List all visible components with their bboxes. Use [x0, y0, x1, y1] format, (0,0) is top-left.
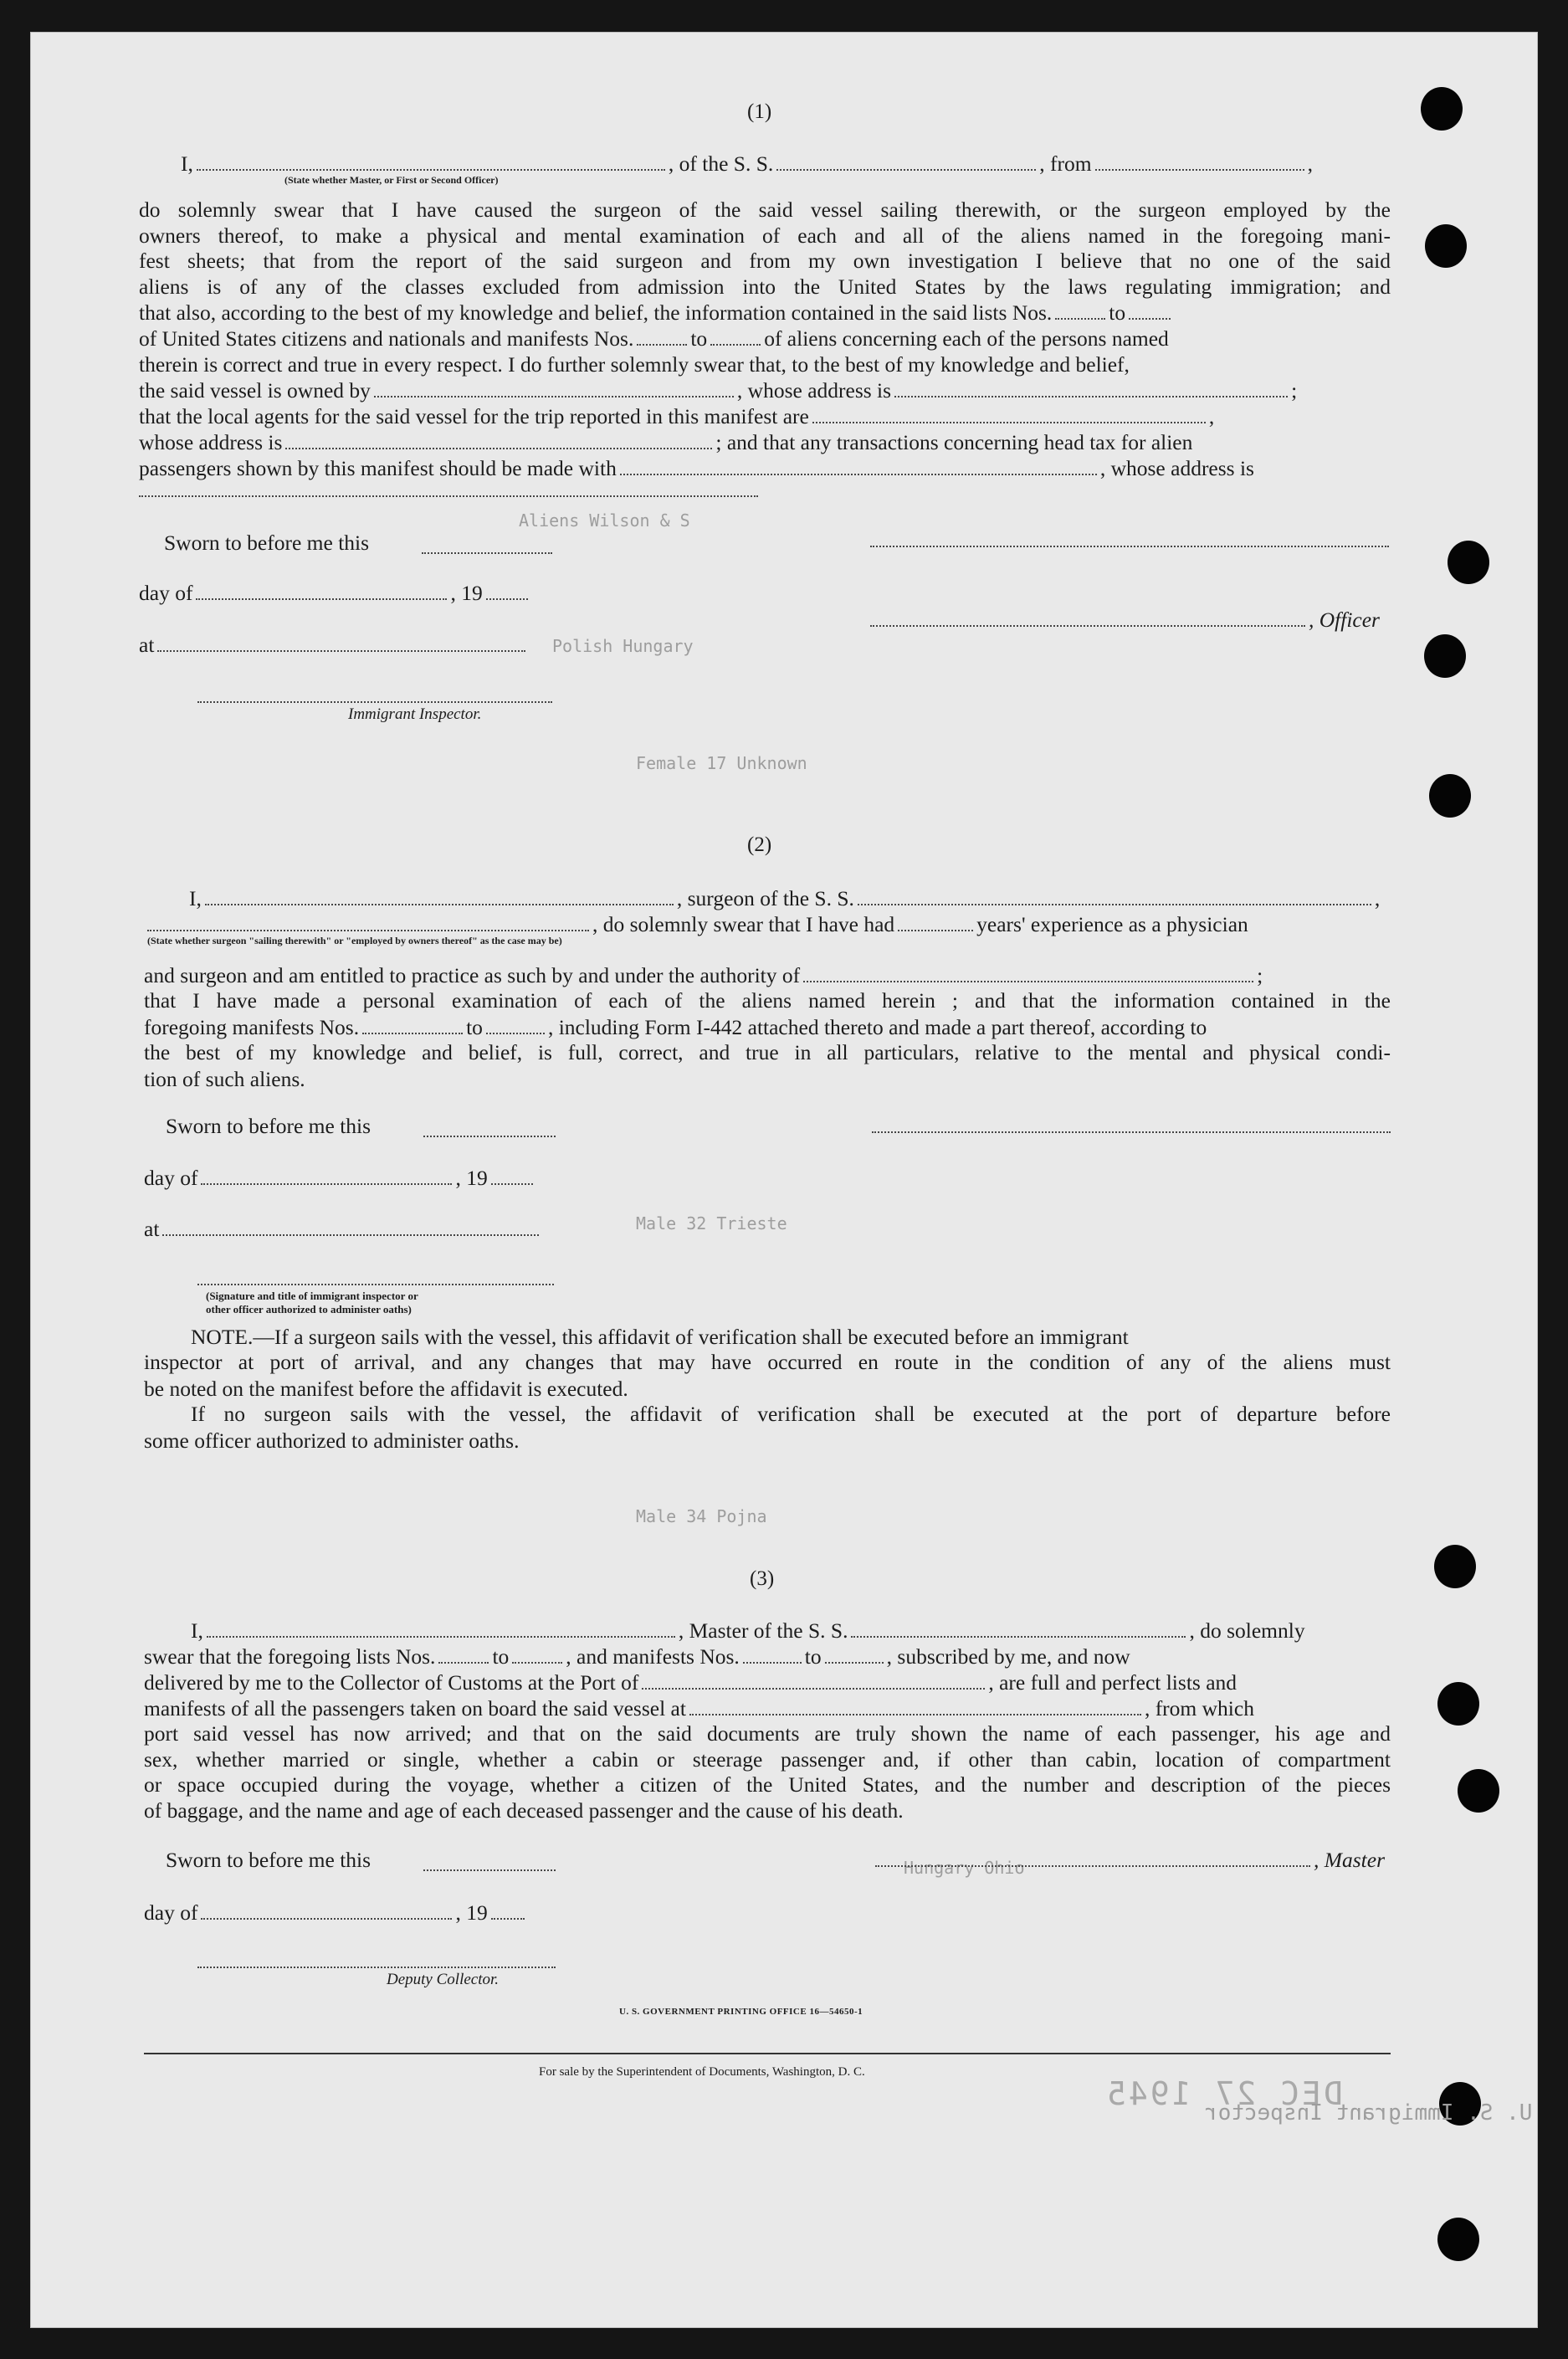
section3-body — [144, 1721, 1391, 1798]
section2-body — [144, 988, 1391, 1014]
text: and surgeon and am entitled to practice as such by and under the authority of — [144, 963, 801, 987]
section1-line-owned — [139, 377, 1297, 403]
punch-hole — [1437, 2218, 1479, 2261]
blank-field[interactable] — [898, 929, 973, 931]
date-stamp-reversed: DEC 27 1945 — [1104, 2075, 1343, 2112]
blank-field[interactable] — [851, 1635, 1186, 1638]
text: , 19 — [455, 1166, 488, 1190]
text: , 19 — [450, 581, 483, 605]
text: , do solemnly swear that I have had — [592, 912, 895, 936]
text: manifests of all the passengers taken on board the said vessel at — [144, 1696, 686, 1721]
section-heading: (1) — [747, 100, 772, 123]
text: passengers shown by this manifest should be made with — [139, 456, 617, 480]
blank-field[interactable] — [285, 447, 712, 449]
blank-field[interactable] — [422, 552, 552, 554]
text: , from — [1039, 151, 1092, 176]
text: ; and that any transactions concerning head tax for alien — [715, 430, 1193, 454]
section3-body-last: of baggage, and the name and age of each deceased passenger and the cause of his death. — [144, 1798, 904, 1823]
text: that also, according to the best of my knowledge and belief, the information contained in the said lists Nos. — [139, 300, 1053, 325]
collector-caption: Deputy Collector. — [387, 1971, 500, 1988]
master-signature-line[interactable] — [875, 1864, 1310, 1867]
blank-field[interactable] — [205, 903, 674, 905]
text: that the local agents for the said vessel for the trip reported in this manifest are — [139, 404, 809, 428]
section3-line3 — [144, 1669, 1237, 1695]
collector-signature-line[interactable] — [197, 1967, 556, 1968]
officer-label: , Officer — [1309, 608, 1380, 632]
bleed-through-text: Male 32 Trieste — [636, 1213, 787, 1233]
punch-hole — [1429, 774, 1471, 818]
sworn-label: Sworn to before me this — [166, 1848, 372, 1872]
body-line: aliens is of any of the classes excluded from admission into the United States by the laws regulating immigration; and — [139, 274, 1391, 299]
blank-field[interactable] — [1129, 317, 1171, 320]
text: , are full and perfect lists and — [988, 1670, 1237, 1695]
day-of-line — [139, 580, 531, 606]
text: , whose address is — [1099, 456, 1254, 480]
sworn-label: Sworn to before me this — [164, 531, 370, 555]
note-body — [191, 1402, 1391, 1428]
blank-field[interactable] — [423, 1869, 556, 1871]
text: of United States citizens and nationals and manifests Nos. — [139, 326, 634, 351]
blank-field[interactable] — [870, 624, 1305, 627]
footer-rule — [144, 2053, 1391, 2054]
blank-field[interactable] — [1055, 317, 1105, 320]
note-line: be noted on the manifest before the affidavit is executed. — [144, 1377, 628, 1401]
blank-field[interactable] — [803, 980, 1253, 982]
body-line: sex, whether married or single, whether a cabin or steerage passenger and, if other than cabin, location of compartment — [144, 1746, 1391, 1772]
section2-body — [144, 1040, 1391, 1066]
text: therein is correct and true in every respect. I do further solemnly swear that, to the best of my knowledge and belief, — [139, 352, 1130, 377]
blank-field[interactable] — [162, 1233, 539, 1236]
blank-field[interactable] — [486, 1032, 545, 1034]
note-line: If no surgeon sails with the vessel, the affidavit of verification shall be executed at the port of departure before — [191, 1402, 1391, 1426]
inspector-signature-line[interactable] — [872, 1131, 1391, 1133]
punch-hole — [1458, 1769, 1499, 1813]
blank-field[interactable] — [1095, 168, 1304, 171]
text: , subscribed by me, and now — [886, 1644, 1130, 1669]
text: , whose address is — [736, 378, 892, 403]
bleed-through-text: Aliens Wilson & S — [519, 510, 690, 531]
section1-line-lists — [139, 300, 1174, 326]
bleed-through-text: Female 17 Unknown — [636, 753, 807, 773]
master-line — [872, 1847, 1385, 1873]
blank-field[interactable] — [858, 903, 1371, 905]
signature-note: (Signature and title of immigrant inspector or — [206, 1290, 418, 1302]
section1-body — [139, 197, 1391, 300]
field-note: (State whether Master, or First or Second Officer) — [284, 174, 499, 186]
section-heading: (2) — [747, 833, 772, 856]
text: to — [1109, 300, 1126, 325]
section2-line7: tion of such aliens. — [144, 1067, 305, 1091]
section2-line1 — [189, 885, 1380, 911]
blank-field[interactable] — [743, 1661, 802, 1664]
blank-field[interactable] — [147, 929, 589, 931]
text: day of — [139, 581, 193, 605]
inspector-caption: Immigrant Inspector. — [348, 705, 482, 723]
blank-field[interactable] — [139, 495, 758, 497]
blank-field[interactable] — [512, 1661, 562, 1664]
text: day of — [144, 1166, 198, 1190]
text: of aliens concerning each of the persons named — [764, 326, 1169, 351]
section2-line3 — [144, 962, 1263, 988]
text: at — [144, 1217, 160, 1241]
blank-field[interactable] — [642, 1687, 985, 1690]
section2-line5 — [144, 1014, 1207, 1040]
blank-field[interactable] — [825, 1661, 884, 1664]
blank-field[interactable] — [374, 395, 734, 397]
text: , — [1307, 151, 1313, 176]
section3-line4 — [144, 1695, 1254, 1721]
sale-notice: For sale by the Superintendent of Documents, Washington, D. C. — [539, 2065, 865, 2079]
body-line: that I have made a personal examination of each of the aliens named herein ; and that the information contained in the — [144, 988, 1391, 1013]
text: the said vessel is owned by — [139, 378, 371, 403]
blank-field[interactable] — [689, 1713, 1141, 1715]
signature-line[interactable] — [197, 1284, 554, 1285]
blank-field[interactable] — [894, 395, 1288, 397]
note-line: inspector at port of arrival, and any changes that may have occurred en route in the condition of any of the aliens must — [144, 1350, 1391, 1374]
section1-line-passengers — [139, 455, 1254, 481]
punch-hole — [1425, 224, 1467, 268]
blank-field[interactable] — [710, 343, 761, 346]
punch-hole — [1421, 87, 1463, 131]
section3-line1 — [191, 1618, 1305, 1644]
text: to — [804, 1644, 822, 1669]
at-line — [144, 1216, 542, 1242]
text: ; — [1291, 378, 1298, 403]
sworn-label: Sworn to before me this — [166, 1114, 372, 1138]
gpo-imprint: U. S. GOVERNMENT PRINTING OFFICE 16—54650-1 — [619, 2007, 863, 2017]
blank-field[interactable] — [812, 421, 1206, 423]
text: I, — [181, 151, 193, 176]
body-line: or space occupied during the voyage, whether a citizen of the United States, and the number and description of the pieces — [144, 1772, 1391, 1797]
master-label: , Master — [1314, 1848, 1385, 1872]
text: , of the S. S. — [668, 151, 774, 176]
text: , 19 — [455, 1900, 488, 1925]
officer-line — [867, 607, 1380, 633]
day-of-line — [144, 1165, 536, 1191]
section-heading: (3) — [750, 1567, 775, 1590]
body-line: do solemnly swear that I have caused the surgeon of the said vessel sailing therewith, or the surgeon employed by the — [139, 197, 1391, 222]
text: delivered by me to the Collector of Customs at the Port of — [144, 1670, 639, 1695]
text: , — [1374, 886, 1381, 910]
text: years' experience as a physician — [976, 912, 1248, 936]
body-line: port said vessel has now arrived; and that on the said documents are truly shown the name of each passenger, his age and — [144, 1721, 1391, 1746]
text: I, — [191, 1618, 203, 1643]
text: to — [466, 1015, 483, 1039]
text: at — [139, 633, 155, 657]
section1-line-agents — [139, 403, 1214, 429]
note-line: some officer authorized to administer oaths. — [144, 1428, 520, 1453]
note-line: NOTE.—If a surgeon sails with the vessel, this affidavit of verification shall be executed before an immigrant — [191, 1325, 1129, 1349]
blank-field[interactable] — [637, 343, 687, 346]
text: , from which — [1144, 1696, 1254, 1721]
punch-hole — [1434, 1545, 1476, 1588]
punch-hole — [1448, 541, 1489, 584]
body-line: fest sheets; that from the report of the said surgeon and from my own investigation I believe that no one of the said — [139, 249, 1391, 274]
officer-signature-line[interactable] — [870, 546, 1389, 547]
signature-note: other officer authorized to administer oaths) — [206, 1303, 412, 1315]
section2-line2 — [144, 911, 1248, 937]
at-line — [139, 632, 529, 658]
text: whose address is — [139, 430, 283, 454]
blank-field[interactable] — [201, 1182, 452, 1185]
blank-field[interactable] — [776, 168, 1036, 171]
blank-field[interactable] — [201, 1917, 452, 1920]
bleed-through-inspector: U. S. Immigrant Inspector — [1205, 2100, 1533, 2126]
bleed-through-text: Polish Hungary — [552, 636, 694, 656]
text: , and manifests Nos. — [566, 1644, 740, 1669]
blank-field[interactable] — [362, 1032, 463, 1034]
bleed-through-text: Male 34 Pojna — [636, 1506, 767, 1526]
inspector-signature-line[interactable] — [197, 701, 552, 703]
blank-field[interactable] — [197, 168, 665, 171]
blank-field[interactable] — [620, 473, 1097, 475]
text: , — [1208, 404, 1215, 428]
body-line: the best of my knowledge and belief, is full, correct, and true in all particulars, relative to the mental and physical condi- — [144, 1040, 1391, 1064]
text: foregoing manifests Nos. — [144, 1015, 360, 1039]
body-line: owners thereof, to make a physical and mental examination of each and all of the aliens named in the foregoing mani- — [139, 223, 1391, 248]
blank-field[interactable] — [207, 1635, 675, 1638]
blank-field[interactable] — [157, 649, 525, 652]
punch-hole — [1424, 634, 1466, 678]
text: , surgeon of the S. S. — [676, 886, 854, 910]
text: , do solemnly — [1189, 1618, 1305, 1643]
section1-line-whose — [139, 429, 1192, 455]
blank-field[interactable] — [486, 597, 528, 600]
section1-line-manifests — [139, 326, 1169, 351]
note-body — [144, 1350, 1391, 1376]
blank-field[interactable] — [438, 1661, 489, 1664]
bleed-through-text: Hungary Ohio — [904, 1858, 1025, 1878]
field-note: (State whether surgeon "sailing therewith" or "employed by owners thereof" as the case may be) — [147, 935, 562, 946]
text: day of — [144, 1900, 198, 1925]
text: swear that the foregoing lists Nos. — [144, 1644, 436, 1669]
blank-field[interactable] — [423, 1136, 556, 1137]
blank-field[interactable] — [491, 1182, 533, 1185]
text: , including Form I-442 attached thereto and made a part thereof, according to — [547, 1015, 1207, 1039]
day-of-line — [144, 1900, 528, 1926]
text: ; — [1257, 963, 1263, 987]
punch-hole — [1437, 1682, 1479, 1726]
text: to — [690, 326, 708, 351]
blank-field[interactable] — [196, 597, 447, 600]
text: I, — [189, 886, 202, 910]
text: to — [492, 1644, 510, 1669]
section3-line2 — [144, 1644, 1130, 1669]
blank-field[interactable] — [491, 1917, 525, 1920]
section1-line1 — [181, 151, 1313, 177]
text: , Master of the S. S. — [678, 1618, 848, 1643]
section1-line-therein — [139, 351, 1130, 377]
